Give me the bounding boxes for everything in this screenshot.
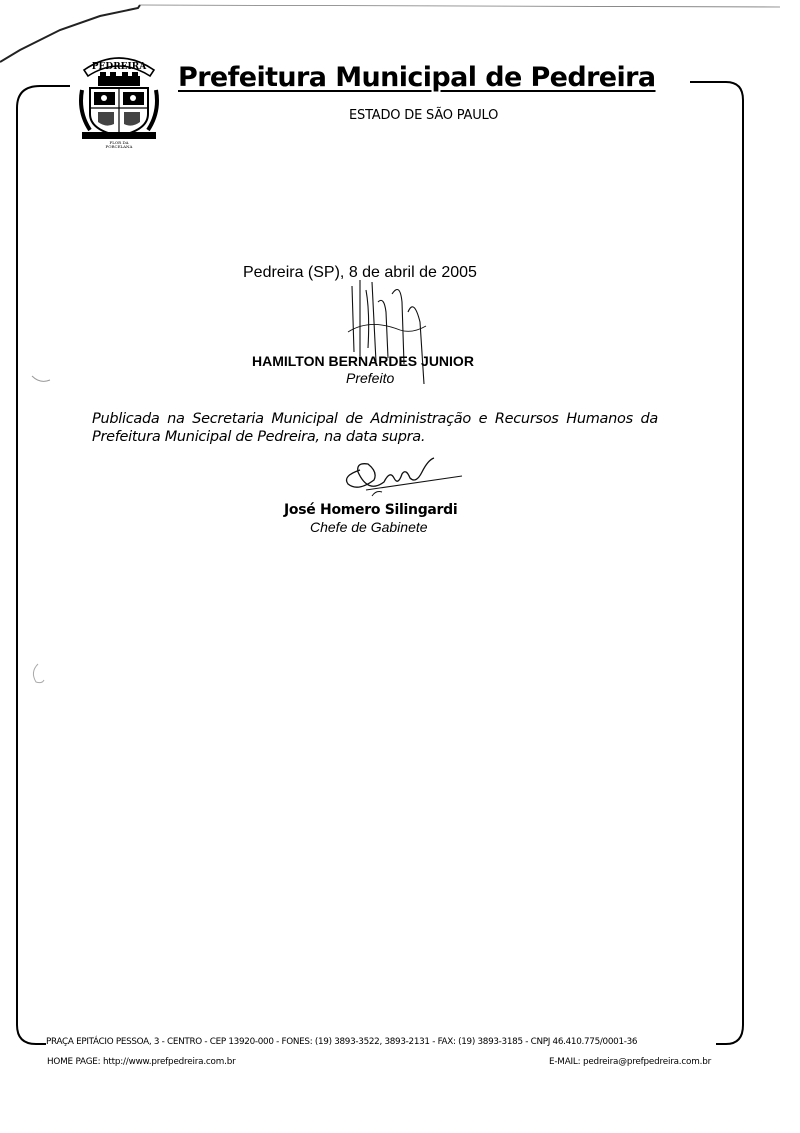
svg-text:PEDREIRA: PEDREIRA <box>91 62 147 72</box>
letterhead-title: Prefeitura Municipal de Pedreira <box>178 62 656 93</box>
scan-mark <box>30 372 54 386</box>
footer-home-page: HOME PAGE: http://www.prefpedreira.com.br <box>47 1057 236 1067</box>
publication-note: Publicada na Secretaria Municipal de Administração e Recursos Humanos da Prefeitura Municipal de Pedreira, na data supra. <box>92 411 658 445</box>
scan-mark <box>28 662 48 686</box>
coat-of-arms-icon <box>76 50 162 148</box>
signer-name: HAMILTON BERNARDES JUNIOR <box>252 353 474 369</box>
svg-text:PORCELANA: PORCELANA <box>105 144 133 148</box>
signer-role: Prefeito <box>346 370 395 386</box>
letterhead-subtitle: ESTADO DE SÃO PAULO <box>349 108 499 123</box>
chief-signature <box>338 450 464 498</box>
date-line: Pedreira (SP), 8 de abril de 2005 <box>243 264 477 281</box>
chief-name: José Homero Silingardi <box>284 502 458 518</box>
svg-text:FLOR DA: FLOR DA <box>109 140 129 145</box>
footer-address: PRAÇA EPITÁCIO PESSOA, 3 - CENTRO - CEP 13920-000 - FONES: (19) 3893-3522, 3893-2131 - FAX: (19) 3893-3185 - CNPJ 46.410.775/0001-36 <box>46 1037 638 1047</box>
footer-email: E-MAIL: pedreira@prefpedreira.com.br <box>548 1057 711 1067</box>
chief-role: Chefe de Gabinete <box>310 519 428 535</box>
